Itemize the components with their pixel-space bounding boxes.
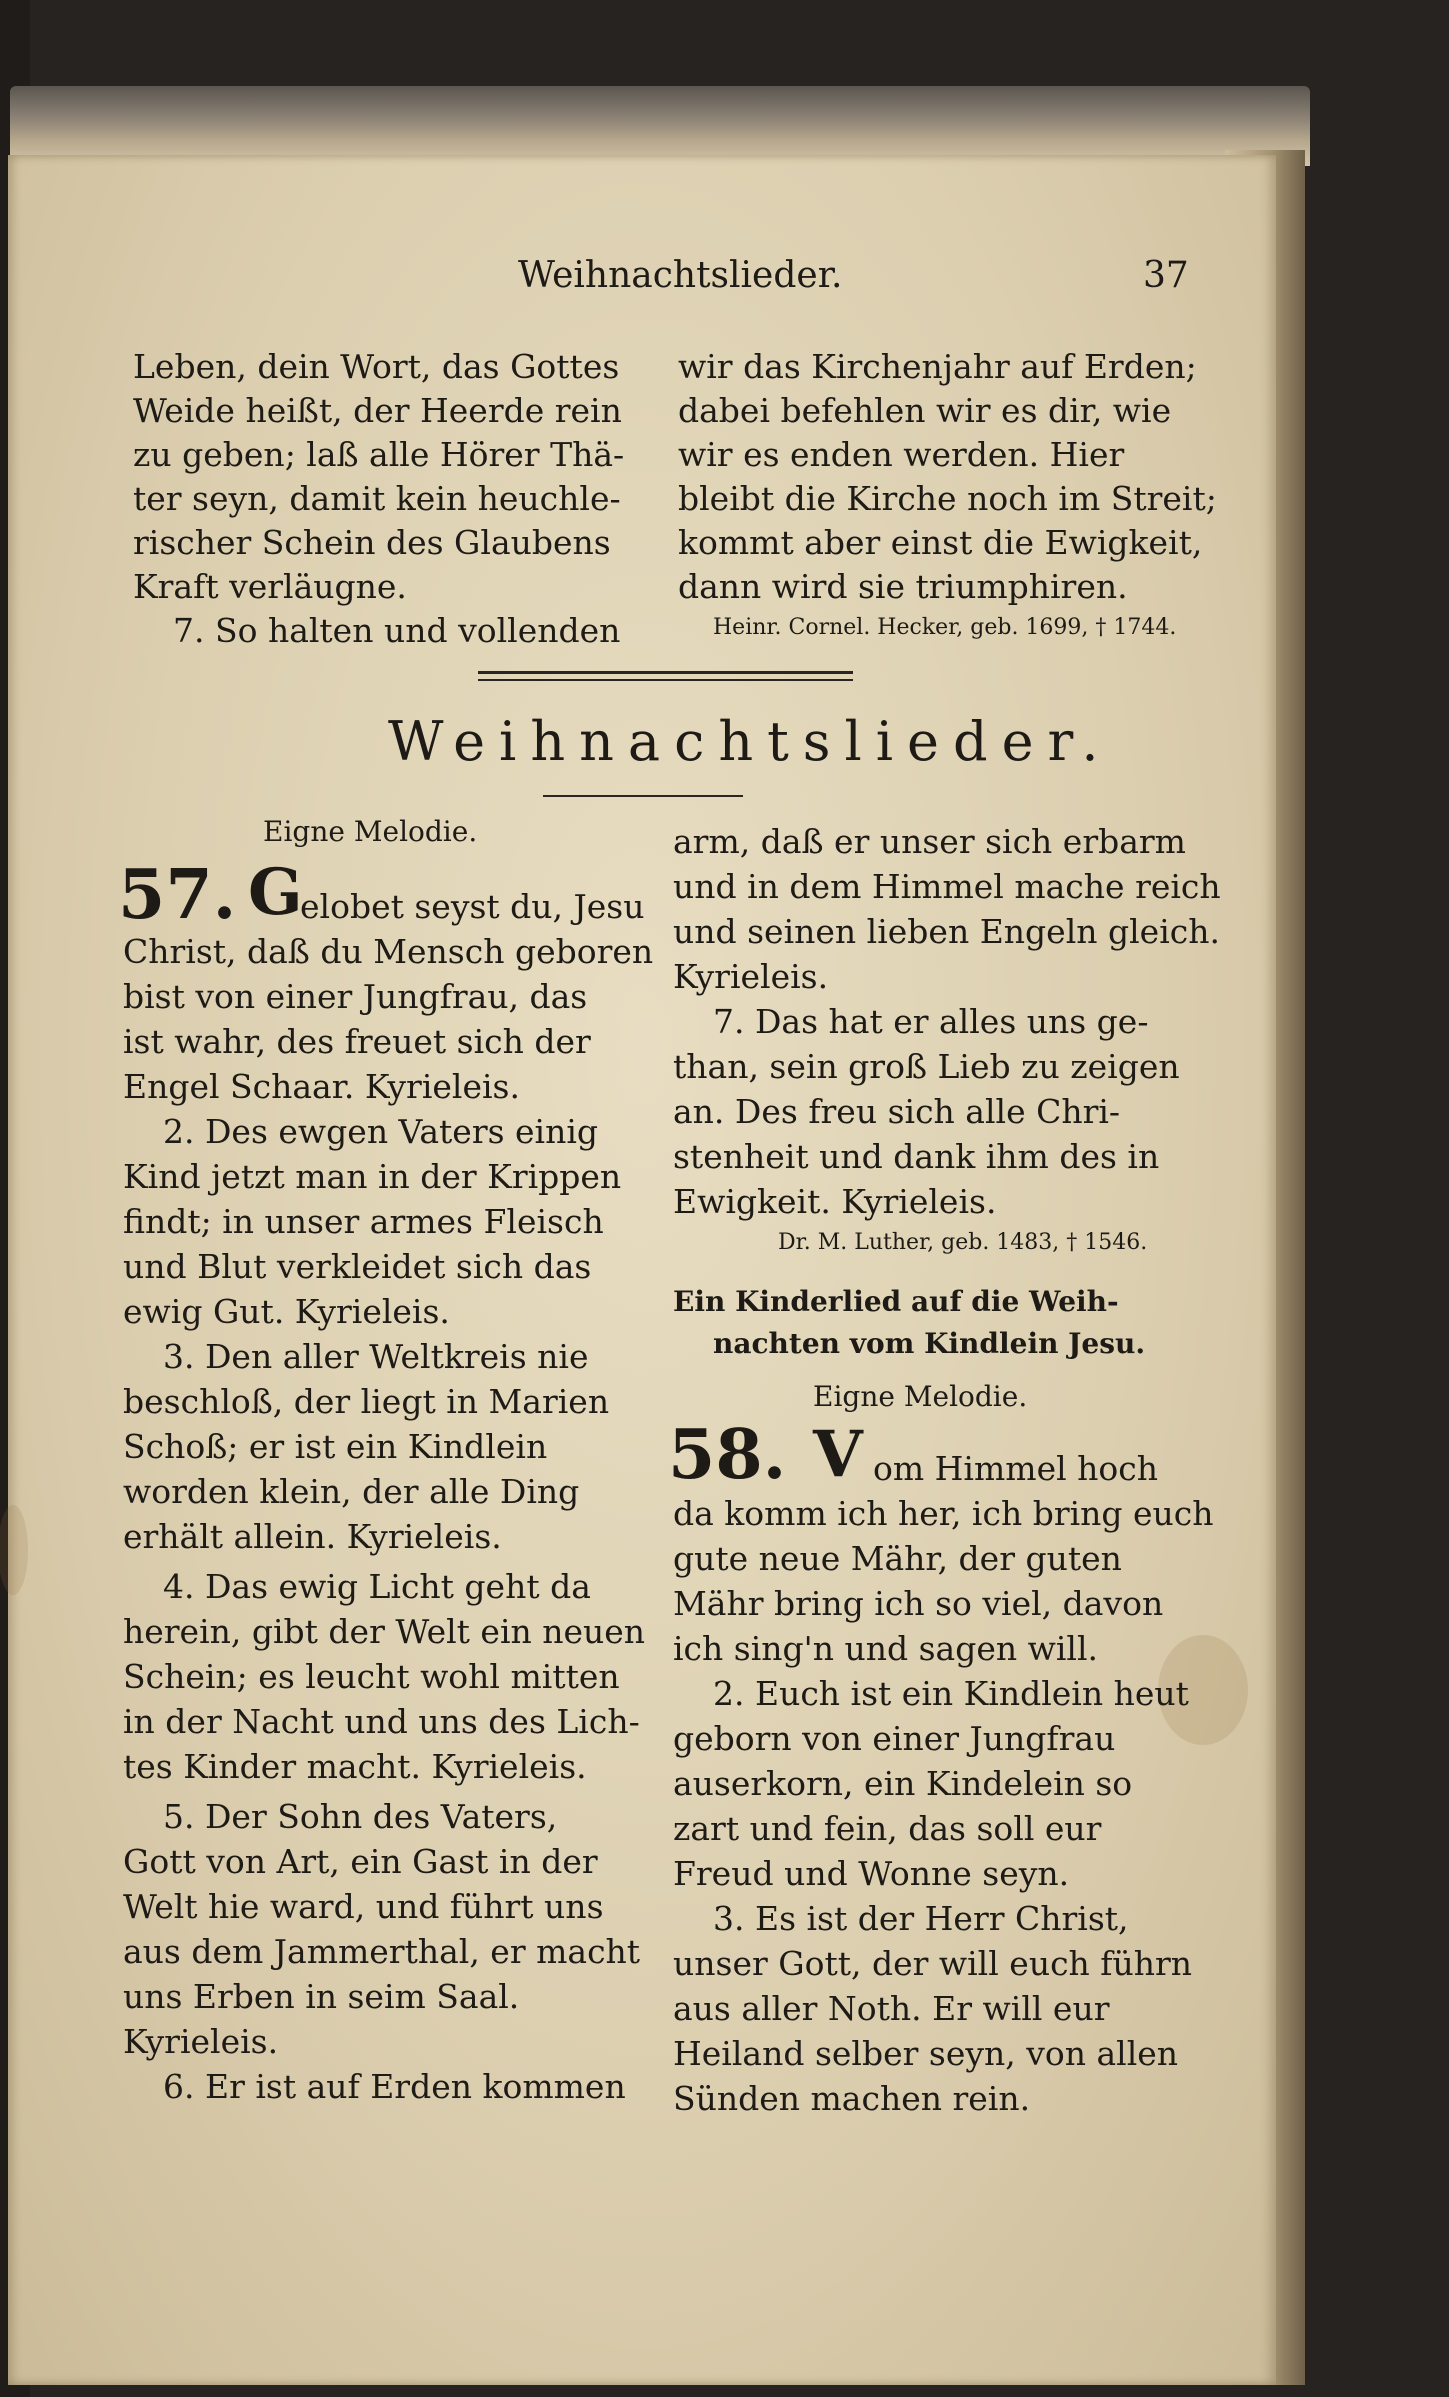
text-line: tes Kinder macht. Kyrieleis. — [123, 1747, 587, 1786]
text-line: auserkorn, ein Kindelein so — [673, 1764, 1133, 1803]
text-line: uns Erben in seim Saal. — [123, 1977, 520, 2016]
text-line: zart und fein, das soll eur — [673, 1809, 1102, 1848]
text-line: wir es enden werden. Hier — [678, 435, 1125, 474]
text-line: 7. So halten und vollenden — [173, 611, 621, 650]
text-line: dann wird sie triumphiren. — [678, 567, 1128, 606]
text-line: Kraft verläugne. — [133, 567, 407, 606]
text-line: Kyrieleis. — [123, 2022, 279, 2061]
text-line: Kind jetzt man in der Krippen — [123, 1157, 622, 1196]
page-number: 37 — [1143, 255, 1189, 296]
text-line: findt; in unser armes Fleisch — [123, 1202, 604, 1241]
text-line: Ewigkeit. Kyrieleis. — [673, 1182, 997, 1221]
text-line: 5. Der Sohn des Vaters, — [163, 1797, 558, 1836]
hymn-number: 57. — [118, 855, 237, 935]
text-line: dabei befehlen wir es dir, wie — [678, 391, 1172, 430]
text-line: bist von einer Jungfrau, das — [123, 977, 588, 1016]
text-line: Sünden machen rein. — [673, 2079, 1031, 2118]
melody-note: Eigne Melodie. — [813, 1380, 1028, 1413]
text-line: aus aller Noth. Er will eur — [673, 1989, 1110, 2028]
title-rule — [543, 795, 743, 797]
text-line: bleibt die Kirche noch im Streit; — [678, 479, 1217, 518]
drop-initial: V — [813, 1417, 863, 1492]
text-line: 7. Das hat er alles uns ge- — [713, 1002, 1149, 1041]
melody-note: Eigne Melodie. — [263, 815, 478, 848]
hymn-number: 58. — [668, 1415, 787, 1495]
text-line: und seinen lieben Engeln gleich. — [673, 912, 1220, 951]
stain — [0, 1505, 28, 1595]
text-line: Engel Schaar. Kyrieleis. — [123, 1067, 520, 1106]
drop-initial: G — [248, 855, 303, 930]
book-top-edge — [10, 86, 1310, 166]
text-line: elobet seyst du, Jesu — [300, 887, 645, 926]
text-line: 6. Er ist auf Erden kommen — [163, 2067, 626, 2106]
text-line: in der Nacht und uns des Lich- — [123, 1702, 640, 1741]
text-line: Christ, daß du Mensch geboren — [123, 932, 654, 971]
text-line: Welt hie ward, und führt uns — [123, 1887, 604, 1926]
double-rule — [478, 671, 853, 674]
text-line: Schoß; er ist ein Kindlein — [123, 1427, 548, 1466]
text-line: Freud und Wonne seyn. — [673, 1854, 1070, 1893]
text-line: ist wahr, des freuet sich der — [123, 1022, 591, 1061]
text-line: unser Gott, der will euch führn — [673, 1944, 1193, 1983]
text-line: da komm ich her, ich bring euch — [673, 1494, 1214, 1533]
text-line: stenheit und dank ihm des in — [673, 1137, 1160, 1176]
text-line: aus dem Jammerthal, er macht — [123, 1932, 641, 1971]
attribution: Dr. M. Luther, geb. 1483, † 1546. — [778, 1230, 1148, 1255]
text-line: an. Des freu sich alle Chri- — [673, 1092, 1121, 1131]
text-line: wir das Kirchenjahr auf Erden; — [678, 347, 1197, 386]
text-line: 2. Des ewgen Vaters einig — [163, 1112, 599, 1151]
text-line: und in dem Himmel mache reich — [673, 867, 1221, 906]
text-line: worden klein, der alle Ding — [123, 1472, 580, 1511]
hymn-heading: nachten vom Kindlein Jesu. — [713, 1327, 1146, 1360]
book-page — [8, 155, 1276, 2385]
text-line: Mähr bring ich so viel, davon — [673, 1584, 1164, 1623]
text-line: 2. Euch ist ein Kindlein heut — [713, 1674, 1189, 1713]
text-line: 3. Es ist der Herr Christ, — [713, 1899, 1129, 1938]
text-line: geborn von einer Jungfrau — [673, 1719, 1116, 1758]
text-line: und Blut verkleidet sich das — [123, 1247, 592, 1286]
text-line: ich sing'n und sagen will. — [673, 1629, 1098, 1668]
text-line: Kyrieleis. — [673, 957, 829, 996]
text-line: zu geben; laß alle Hörer Thä- — [133, 435, 625, 474]
text-line: om Himmel hoch — [873, 1449, 1158, 1488]
text-line: Gott von Art, ein Gast in der — [123, 1842, 598, 1881]
text-line: Schein; es leucht wohl mitten — [123, 1657, 620, 1696]
text-line: ewig Gut. Kyrieleis. — [123, 1292, 450, 1331]
text-line: beschloß, der liegt in Marien — [123, 1382, 610, 1421]
text-line: 4. Das ewig Licht geht da — [163, 1567, 591, 1606]
text-line: ter seyn, damit kein heuchle- — [133, 479, 621, 518]
text-line: Heiland selber seyn, von allen — [673, 2034, 1179, 2073]
running-title: Weihnachtslieder. — [518, 255, 843, 296]
text-line: kommt aber einst die Ewigkeit, — [678, 523, 1203, 562]
text-line: Weide heißt, der Heerde rein — [133, 391, 622, 430]
text-line: gute neue Mähr, der guten — [673, 1539, 1122, 1578]
text-line: rischer Schein des Glaubens — [133, 523, 611, 562]
attribution: Heinr. Cornel. Hecker, geb. 1699, † 1744. — [713, 615, 1177, 640]
text-line: Leben, dein Wort, das Gottes — [133, 347, 620, 386]
hymn-heading: Ein Kinderlied auf die Weih- — [673, 1285, 1119, 1318]
double-rule — [478, 679, 853, 681]
text-line: herein, gibt der Welt ein neuen — [123, 1612, 646, 1651]
text-line: 3. Den aller Weltkreis nie — [163, 1337, 589, 1376]
text-line: erhält allein. Kyrieleis. — [123, 1517, 502, 1556]
text-line: arm, daß er unser sich erbarm — [673, 822, 1186, 861]
text-line: than, sein groß Lieb zu zeigen — [673, 1047, 1180, 1086]
section-title: Weihnachtslieder. — [388, 710, 1113, 773]
